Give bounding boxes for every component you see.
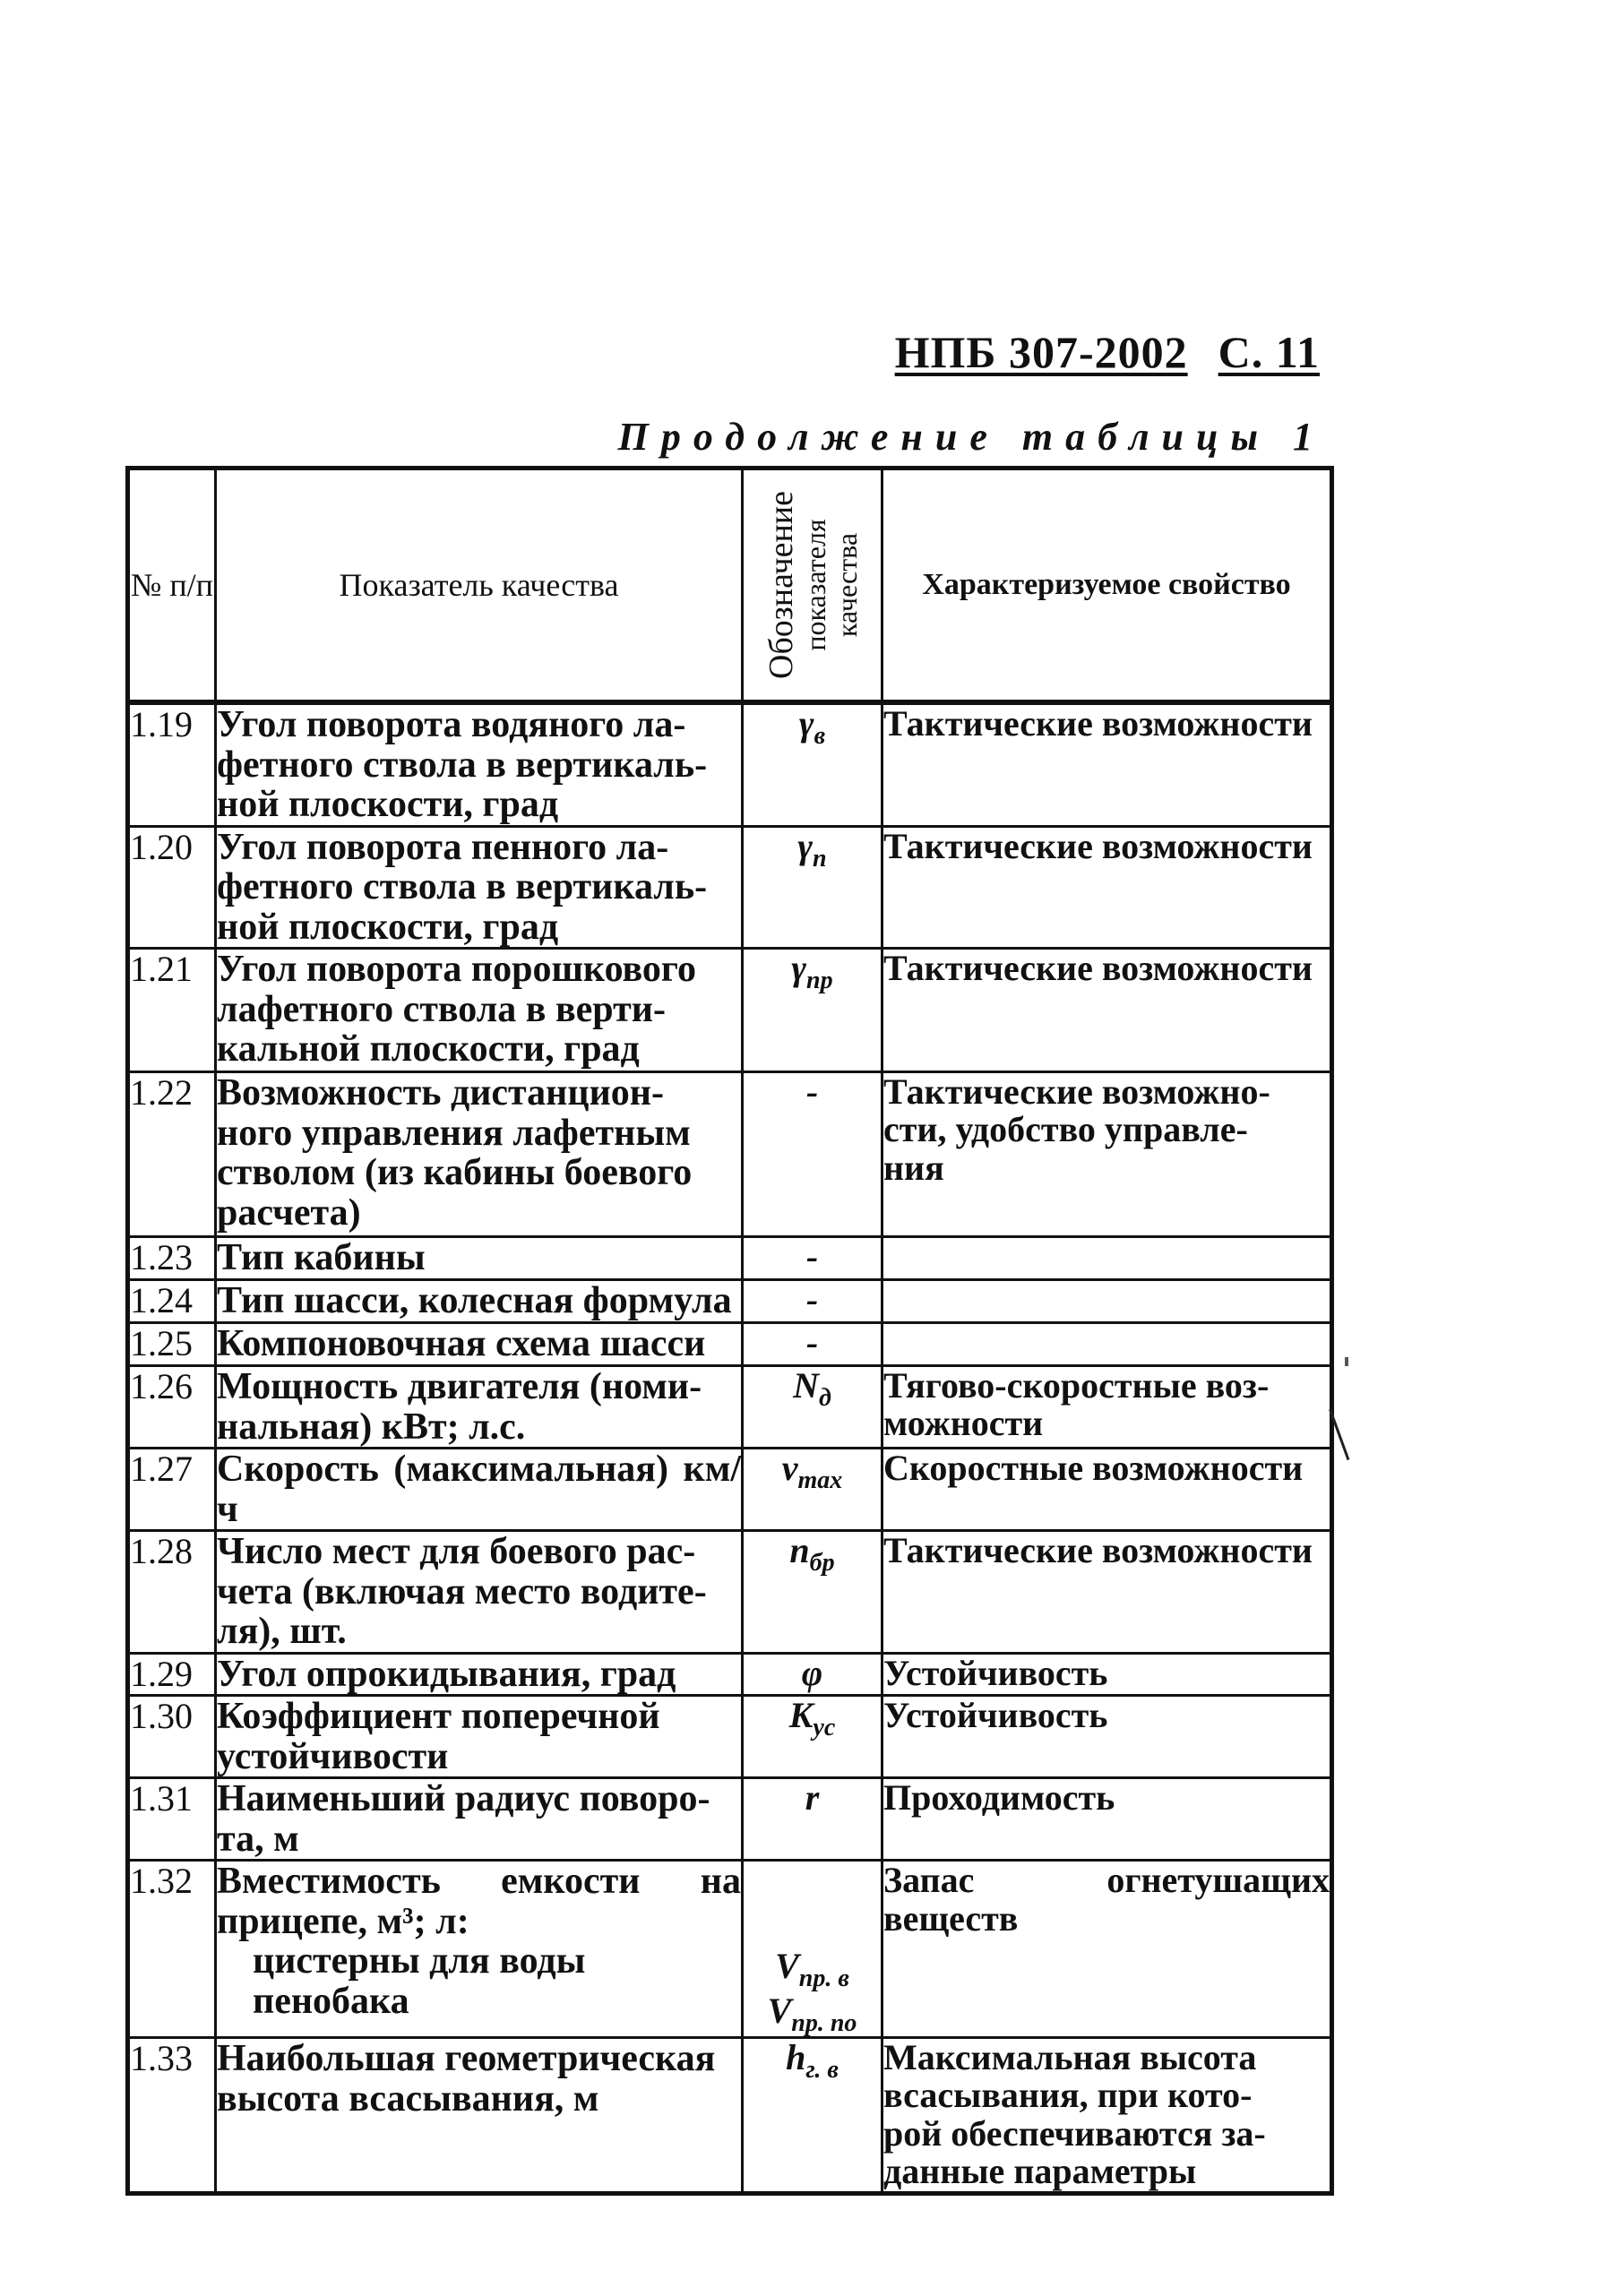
column-header-property: Характеризуемое свойство — [882, 469, 1332, 703]
column-header-num: № п/п — [128, 469, 216, 703]
scan-artifact — [1345, 1357, 1348, 1366]
document-header — [895, 326, 1320, 378]
table-row — [128, 826, 1332, 949]
property-cell: Максимальная высота всасывания, при кото- рой обеспечиваются за- данные параметры — [882, 2038, 1332, 2194]
row-number: 1.24 — [128, 1280, 216, 1323]
table-header-row — [128, 469, 1332, 703]
table-row — [128, 1072, 1332, 1237]
row-number: 1.31 — [128, 1778, 216, 1861]
table-body — [128, 702, 1332, 2193]
indicator-cell: Число мест для боевого рас- чета (включая место водите- ля), шт. — [216, 1531, 743, 1654]
indicator-cell: Мощность двигателя (номи- нальная) кВт; л.с. — [216, 1366, 743, 1449]
indicator-cell: Угол опрокидывания, град — [216, 1653, 743, 1696]
property-cell — [882, 1237, 1332, 1280]
symbol-cell: - — [743, 1237, 882, 1280]
property-cell: Тягово-скоростные воз- можности — [882, 1366, 1332, 1449]
table-row — [128, 1653, 1332, 1696]
symbol-cell: r — [743, 1778, 882, 1861]
property-cell: Скоростные возможности — [882, 1449, 1332, 1531]
table-row — [128, 1323, 1332, 1366]
property-cell: Проходимость — [882, 1778, 1332, 1861]
indicator-subitem: пенобака — [253, 1980, 409, 2022]
row-number: 1.23 — [128, 1237, 216, 1280]
row-number: 1.19 — [128, 702, 216, 826]
doc-code: НПБ 307-2002 — [894, 327, 1188, 377]
symbol-text: $V_{пр. в}$ — [775, 1946, 849, 1993]
table-row — [128, 1531, 1332, 1654]
page-number: С. 11 — [1218, 327, 1320, 377]
indicator-text: Вместимость емкости на прицепе, м³; л: — [217, 1861, 741, 1942]
property-cell — [882, 1323, 1332, 1366]
symbol-cell — [743, 1861, 882, 2038]
symbol-cell: - — [743, 1072, 882, 1237]
row-number: 1.21 — [128, 949, 216, 1072]
table-row — [128, 1366, 1332, 1449]
property-cell: Тактические возможности — [882, 1531, 1332, 1654]
indicator-cell: Угол поворота порошкового лафетного ствола в верти- кальной плоскости, град — [216, 949, 743, 1072]
quality-indicators-table-wrap — [125, 466, 1330, 2196]
column-header-indicator: Показатель качества — [216, 469, 743, 703]
row-number: 1.20 — [128, 826, 216, 949]
symbol-cell: φ — [743, 1653, 882, 1696]
row-number: 1.29 — [128, 1653, 216, 1696]
indicator-cell: Тип шасси, колесная формула — [216, 1280, 743, 1323]
symbol-cell: $\gamma_{пр}$ — [743, 949, 882, 1072]
indicator-cell: Угол поворота пенного ла- фетного ствола в вертикаль- ной плоскости, град — [216, 826, 743, 949]
row-number: 1.32 — [128, 1861, 216, 2038]
table-row — [128, 1778, 1332, 1861]
symbol-cell: $n_{бр}$ — [743, 1531, 882, 1654]
indicator-cell: Компоновочная схема шасси — [216, 1323, 743, 1366]
indicator-cell: Тип кабины — [216, 1237, 743, 1280]
row-number: 1.25 — [128, 1323, 216, 1366]
table-row — [128, 702, 1332, 826]
row-number: 1.30 — [128, 1696, 216, 1778]
column-header-symbol: Обозначение показателя качества — [743, 469, 882, 703]
property-cell: Тактические возможно- сти, удобство управле- ния — [882, 1072, 1332, 1237]
quality-indicators-table — [125, 466, 1334, 2196]
indicator-cell: Возможность дистанцион- ного управления лафетным стволом (из кабины боевого расчета) — [216, 1072, 743, 1237]
table-row — [128, 1280, 1332, 1323]
symbol-cell: $K_{ус}$ — [743, 1696, 882, 1778]
symbol-cell: - — [743, 1323, 882, 1366]
table-row — [128, 1237, 1332, 1280]
symbol-cell: - — [743, 1280, 882, 1323]
indicator-cell: Наименьший радиус поворо- та, м — [216, 1778, 743, 1861]
table-caption: Продолжение таблицы 1 — [617, 415, 1325, 459]
row-number: 1.22 — [128, 1072, 216, 1237]
indicator-cell: Коэффициент поперечной устойчивости — [216, 1696, 743, 1778]
row-number: 1.33 — [128, 2038, 216, 2194]
table-row — [128, 1696, 1332, 1778]
table-row — [128, 2038, 1332, 2194]
symbol-cell: $v_{max}$ — [743, 1449, 882, 1531]
indicator-cell: Наибольшая геометрическая высота всасывания, м — [216, 2038, 743, 2194]
table-row — [128, 1861, 1332, 2038]
property-cell: Запас огнетушащих веществ — [882, 1861, 1332, 2038]
indicator-cell — [216, 1861, 743, 2038]
table-row — [128, 949, 1332, 1072]
indicator-subitem: цистерны для воды — [253, 1940, 586, 1982]
indicator-cell: Скорость (максимальная) км/ч — [217, 1449, 741, 1530]
indicator-cell: Угол поворота водяного ла- фетного ствола в вертикаль- ной плоскости, град — [216, 702, 743, 826]
symbol-cell: $\gamma_в$ — [743, 702, 882, 826]
table-row — [128, 1449, 1332, 1531]
property-cell — [882, 1280, 1332, 1323]
symbol-cell: $h_{г. в}$ — [743, 2038, 882, 2194]
symbol-cell: $N_д$ — [743, 1366, 882, 1449]
property-cell: Устойчивость — [882, 1696, 1332, 1778]
row-number: 1.26 — [128, 1366, 216, 1449]
property-cell: Устойчивость — [882, 1653, 1332, 1696]
symbol-text: $V_{пр. по}$ — [767, 1990, 857, 2037]
symbol-cell: $\gamma_п$ — [743, 826, 882, 949]
row-number: 1.28 — [128, 1531, 216, 1654]
property-cell: Тактические возможности — [882, 949, 1332, 1072]
property-cell: Тактические возможности — [882, 702, 1332, 826]
property-cell: Тактические возможности — [882, 826, 1332, 949]
row-number: 1.27 — [128, 1449, 216, 1531]
